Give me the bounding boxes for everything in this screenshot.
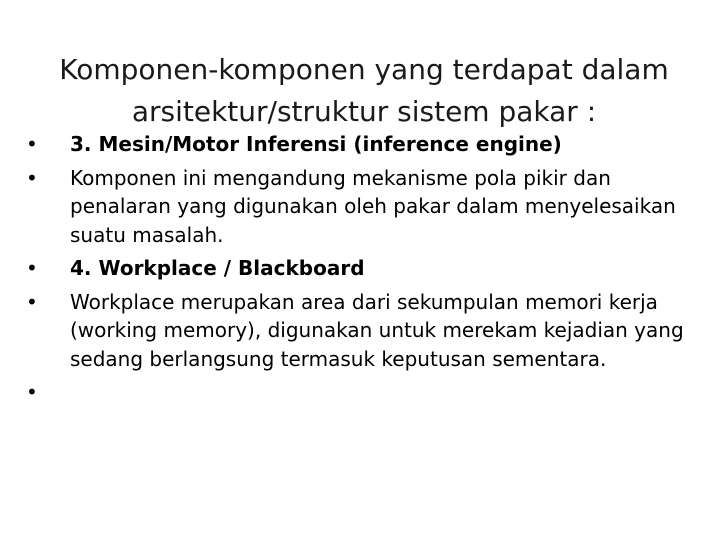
bullet-icon: • [26, 165, 38, 190]
bullet-item [24, 254, 714, 283]
bullet-icon: • [26, 132, 38, 156]
bullet-item [24, 164, 714, 250]
bullet-text: 3. Mesin/Motor Inferensi (inference engine) [70, 132, 562, 156]
bullet-item [24, 288, 714, 374]
bullet-item [24, 130, 714, 159]
bullet-text: Komponen ini mengandung mekanisme pola pikir dan penalaran yang digunakan oleh pakar dalam menyelesaikan suatu masalah. [70, 165, 676, 247]
bullet-list [24, 130, 714, 404]
bullet-text: 4. Workplace / Blackboard [70, 256, 365, 280]
slide-title: Komponen-komponen yang terdapat dalam arsitektur/struktur sistem pakar : [59, 52, 669, 128]
bullet-text: Workplace merupakan area dari sekumpulan memori kerja (working memory), digunakan untuk merekam kejadian yang sedang berlangsung termasuk keputusan sementara. [70, 289, 684, 371]
bullet-icon: • [26, 256, 38, 280]
bullet-icon: • [26, 289, 38, 314]
bullet-icon: • [26, 380, 38, 404]
